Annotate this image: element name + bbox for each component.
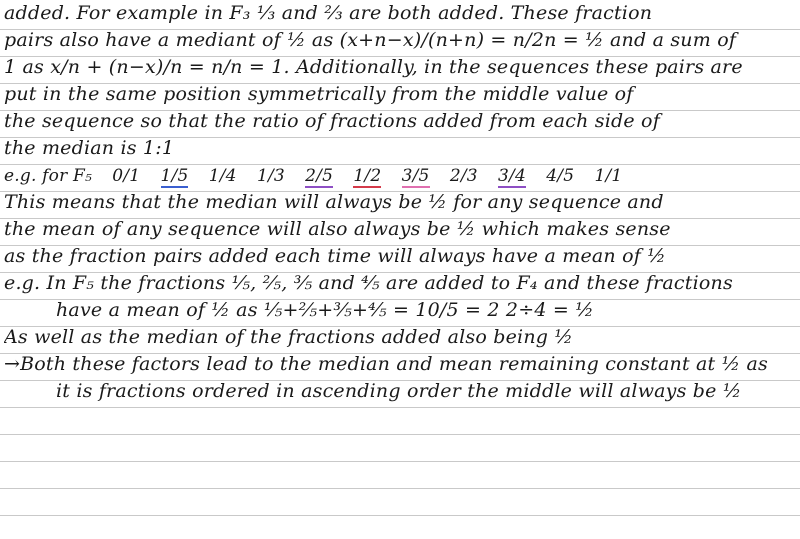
fraction-1-1: 1/1 [594,166,623,186]
fraction-1-3: 1/3 [256,166,285,186]
text-line-9: the mean of any sequence will also always be ½ which makes sense [4,218,671,240]
fraction-0-1: 0/1 [112,166,141,186]
text-line-3: 1 as x/n + (n−x)/n = n/n = 1. Additionally, in the sequences these pairs are [4,56,743,78]
fraction-3-5: 3/5 [401,166,430,186]
text-line-5: the sequence so that the ratio of fractions added from each side of [4,110,660,132]
text-line-2: pairs also have a mediant of ½ as (x+n−x)/(n+n) = n/2n = ½ and a sum of [4,29,737,51]
fraction-1-4: 1/4 [208,166,237,186]
fraction-2-5: 2/5 [305,166,334,186]
example-f5-sequence [4,162,798,189]
fraction-2-3: 2/3 [449,166,478,186]
text-line-12: have a mean of ½ as ⅕+⅖+⅗+⅘ = 10/5 = 2 2÷4 = ½ [56,299,594,321]
text-line-15: it is fractions ordered in ascending order the middle will always be ½ [56,380,742,402]
text-line-14: →Both these factors lead to the median and mean remaining constant at ½ as [4,353,768,375]
text-line-11: e.g. In F₅ the fractions ⅕, ⅖, ⅗ and ⅘ are added to F₄ and these fractions [4,272,733,294]
text-line-10: as the fraction pairs added each time will always have a mean of ½ [4,245,666,267]
text-line-1: added. For example in F₃ ⅓ and ⅔ are both added. These fraction [4,2,653,24]
text-line-6: the median is 1:1 [4,137,175,159]
fraction-1-5: 1/5 [160,166,189,186]
example-label: e.g. for F₅ [4,166,93,186]
text-line-13: As well as the median of the fractions added also being ½ [4,326,573,348]
text-line-8: This means that the median will always be ½ for any sequence and [4,191,664,213]
fraction-1-2: 1/2 [353,166,382,186]
fraction-4-5: 4/5 [546,166,575,186]
text-line-4: put in the same position symmetrically from the middle value of [4,83,634,105]
fraction-3-4: 3/4 [498,166,526,186]
